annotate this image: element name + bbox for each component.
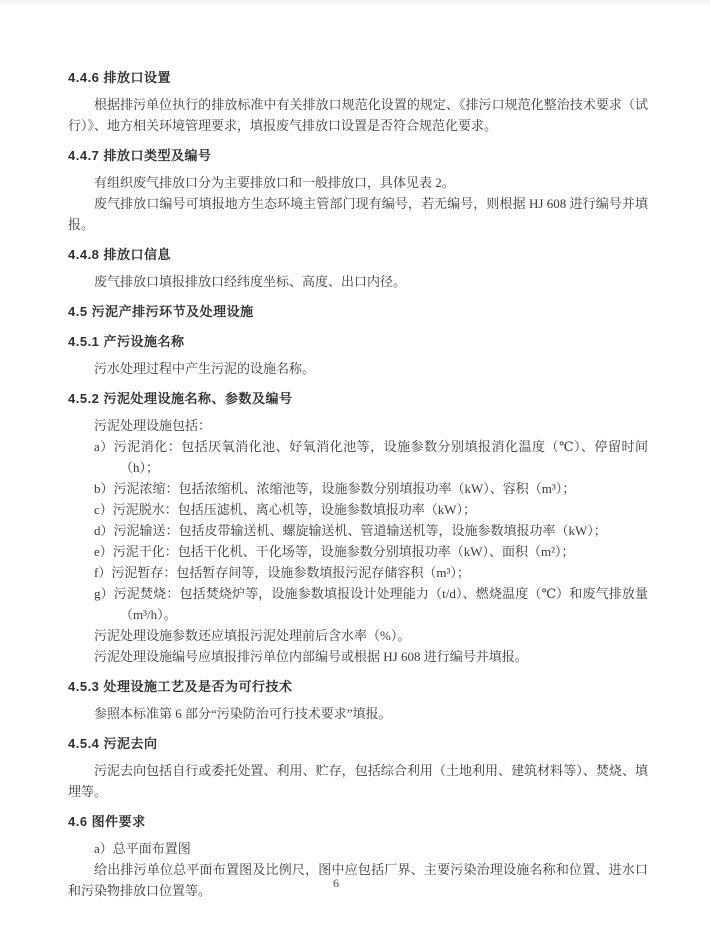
section-heading: 4.4.6 排放口设置 [68, 70, 172, 85]
paragraph: 污泥去向包括自行或委托处置、利用、贮存，包括综合利用（土地利用、建筑材料等）、焚烧、填埋等。 [68, 763, 648, 799]
paragraph: 给出排污单位总平面布置图及比例尺，图中应包括厂界、主要污染治理设施名称和位置、进水口和污染物排放口位置等。 [68, 862, 648, 898]
paragraph: a）总平面布置图 [94, 841, 191, 856]
section-heading: 4.6 图件要求 [68, 814, 146, 829]
list-item: a）污泥消化：包括厌氧消化池、好氧消化池等，设施参数分别填报消化温度（℃）、停留时间（h）； [94, 439, 648, 475]
paragraph: 污泥处理设施编号应填报排污单位内部编号或根据 HJ 608 进行编号并填报。 [94, 649, 528, 664]
paragraph: 参照本标准第 6 部分“污染防治可行技术要求”填报。 [94, 706, 392, 721]
list-item: f）污泥暂存：包括暂存间等，设施参数填报污泥存储容积（m³）； [94, 565, 470, 580]
paragraph: 废气排放口编号可填报地方生态环境主管部门现有编号，若无编号，则根据 HJ 608 进行编号并填报。 [68, 196, 648, 232]
list-item: c）污泥脱水：包括压滤机、离心机等，设施参数填报功率（kW）； [94, 502, 477, 517]
section-heading: 4.5.1 产污设施名称 [68, 334, 185, 349]
paragraph: 有组织废气排放口分为主要排放口和一般排放口，具体见表 2。 [94, 175, 455, 190]
list-item: g）污泥焚烧：包括焚烧炉等，设施参数填报设计处理能力（t/d）、燃烧温度（℃）和废气排放量（m³/h）。 [94, 586, 648, 622]
paragraph: 污泥处理设施参数还应填报污泥处理前后含水率（%）。 [94, 628, 411, 643]
page-number: 6 [333, 876, 339, 890]
list-item: b）污泥浓缩：包括浓缩机、浓缩池等，设施参数分别填报功率（kW）、容积（m³）； [94, 481, 576, 496]
paragraph: 污泥处理设施包括： [94, 418, 212, 433]
section-heading: 4.5.3 处理设施工艺及是否为可行技术 [68, 679, 293, 694]
section-heading: 4.4.8 排放口信息 [68, 247, 172, 262]
section-heading: 4.5.2 污泥处理设施名称、参数及编号 [68, 391, 293, 406]
paragraph: 污水处理过程中产生污泥的设施名称。 [94, 361, 316, 376]
list-item: d）污泥输送：包括皮带输送机、螺旋输送机、管道输送机等，设施参数填报功率（kW）； [94, 523, 607, 538]
section-heading: 4.5.4 污泥去向 [68, 736, 158, 751]
section-heading: 4.4.7 排放口类型及编号 [68, 148, 212, 163]
document-body [68, 58, 648, 901]
section-heading: 4.5 污泥产排污环节及处理设施 [68, 304, 254, 319]
paragraph: 根据排污单位执行的排放标准中有关排放口规范化设置的规定、《排污口规范化整治技术要求（试行）》、地方相关环境管理要求，填报废气排放口设置是否符合规范化要求。 [68, 97, 648, 133]
paragraph: 废气排放口填报排放口经纬度坐标、高度、出口内径。 [94, 274, 407, 289]
list-item: e）污泥干化：包括干化机、干化场等，设施参数分别填报功率（kW）、面积（m²）； [94, 544, 575, 559]
